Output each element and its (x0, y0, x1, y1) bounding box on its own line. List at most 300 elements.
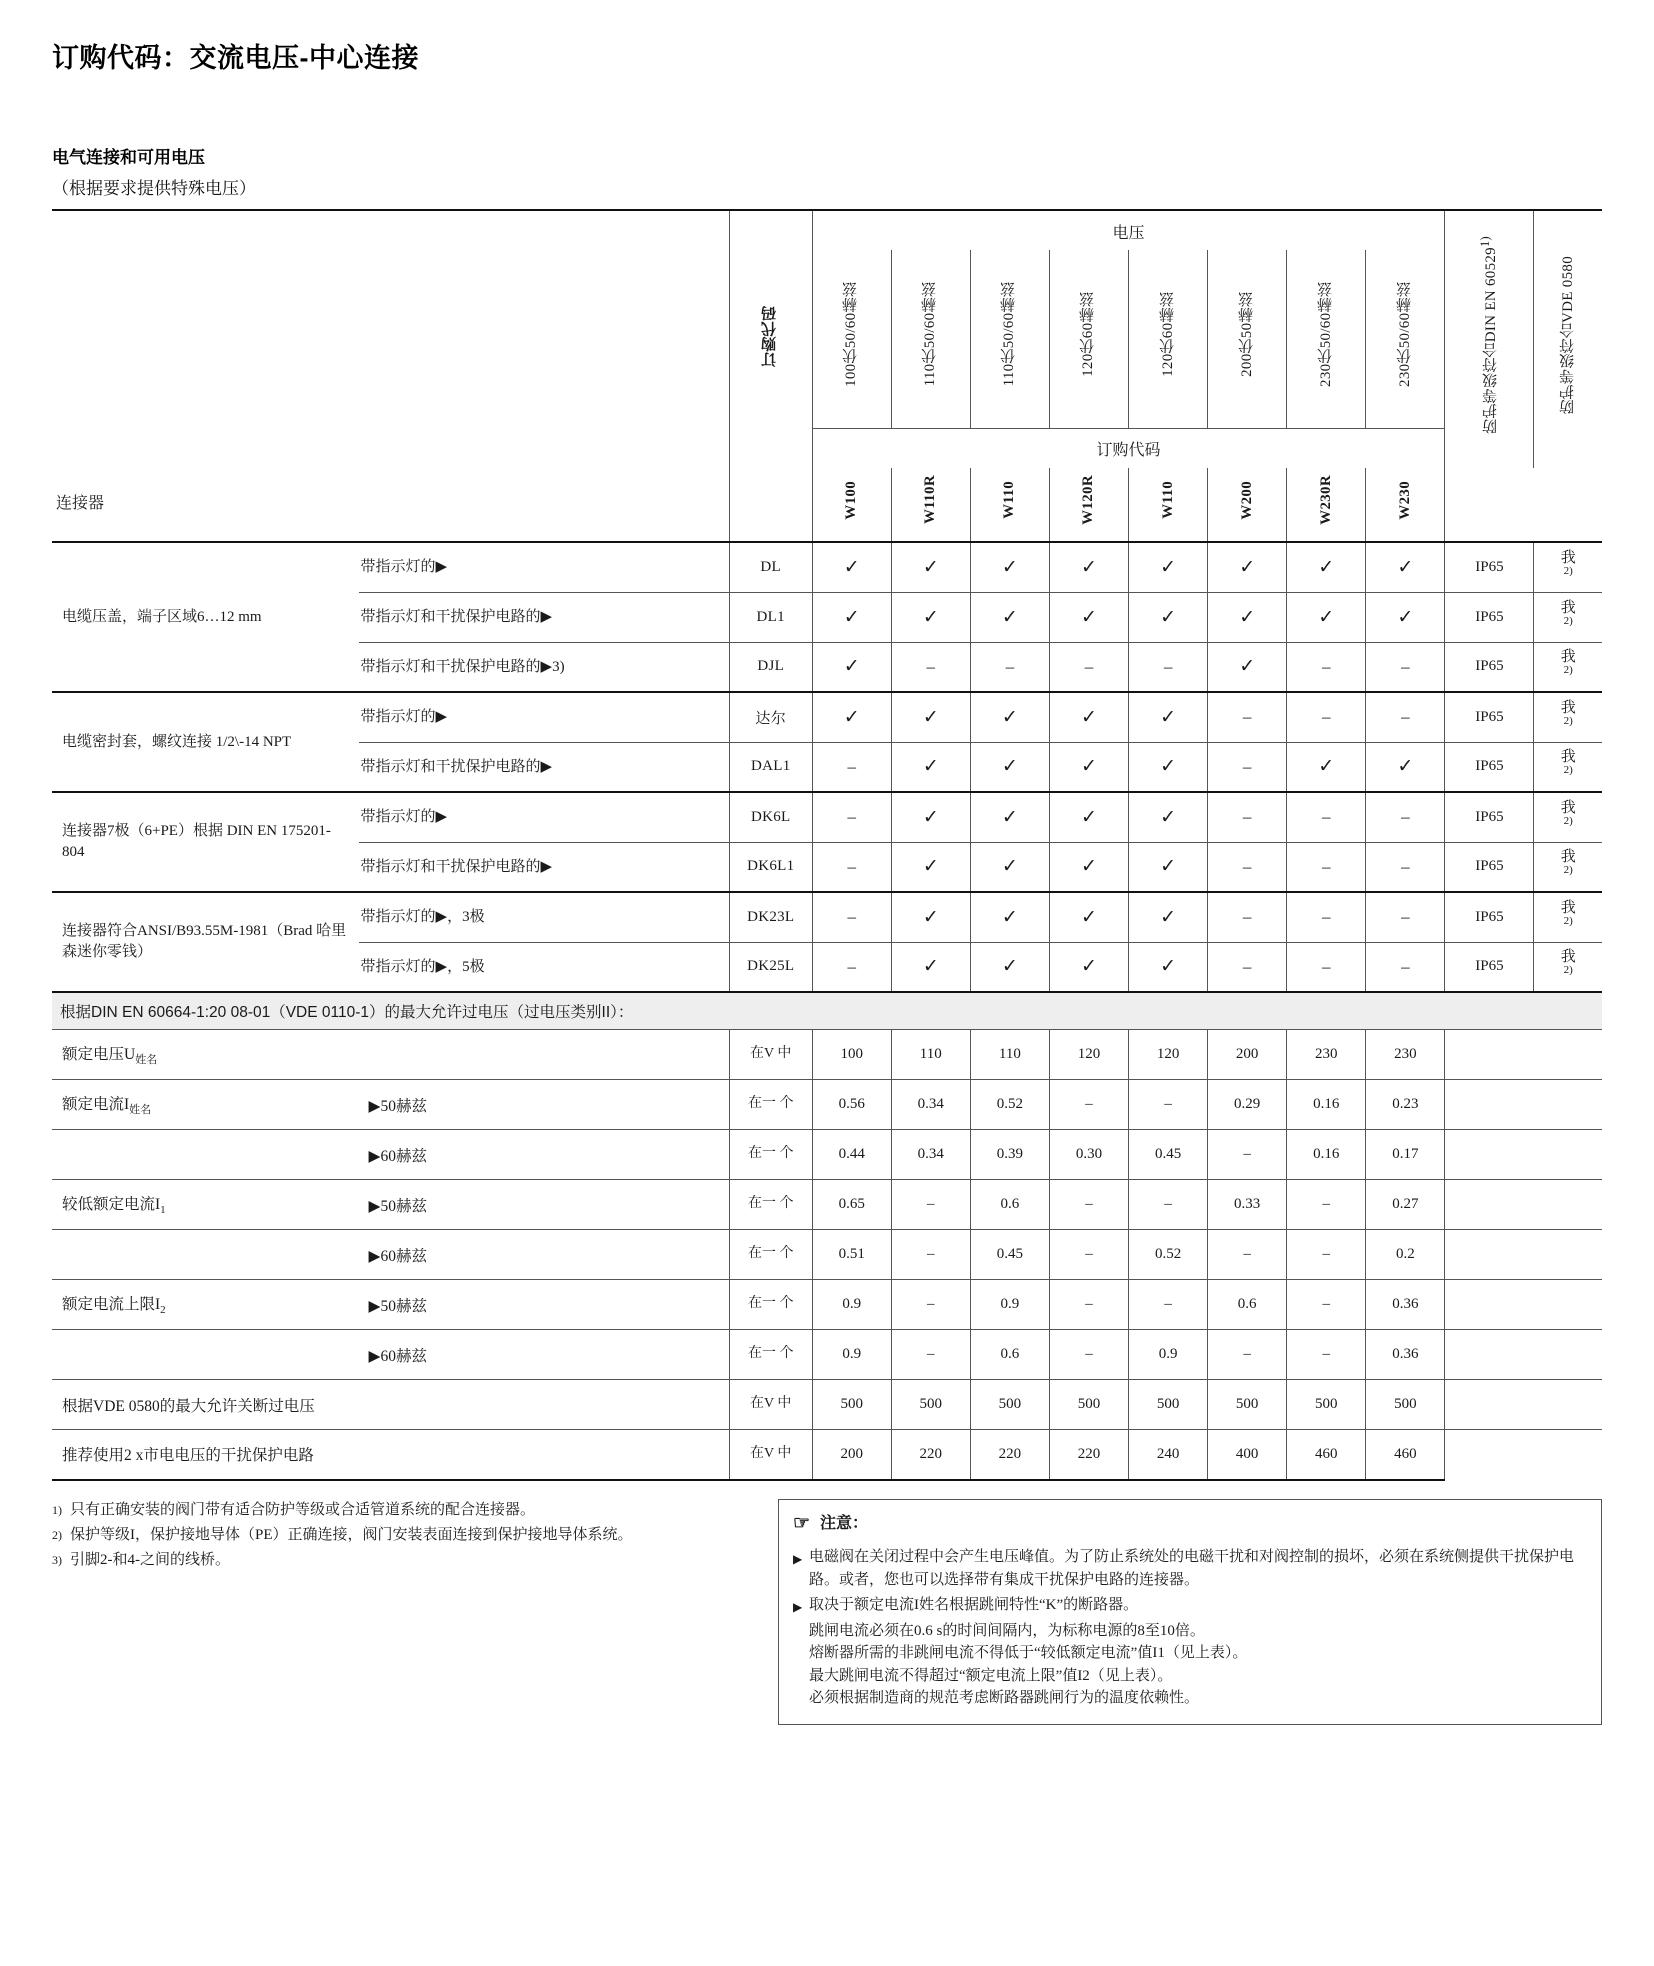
summary-label: 根据VDE 0580的最大允许关断过电压 (52, 1380, 729, 1430)
param-value: – (891, 1180, 970, 1230)
availability-mark: ✓ (1366, 742, 1445, 792)
summary-value: 220 (1049, 1430, 1128, 1480)
availability-mark: – (1287, 942, 1366, 992)
notice-subline: 必须根据制造商的规范考虑断路器跳闸行为的温度依赖性。 (809, 1690, 1200, 1706)
param-value: 0.16 (1287, 1130, 1366, 1180)
availability-mark: ✓ (1049, 742, 1128, 792)
notice-text: 电磁阀在关闭过程中会产生电压峰值。为了防止系统处的电磁干扰和对阀控制的损坏，必须在系统侧提供干扰保护电路。或者，您也可以选择带有集成干扰保护电路的连接器。 (809, 1549, 1575, 1588)
connector-label: 电缆密封套，螺纹连接 1/2\-14 NPT (52, 692, 359, 792)
availability-mark: – (1208, 792, 1287, 842)
param-value: 0.65 (812, 1180, 891, 1230)
availability-mark: ✓ (1287, 742, 1366, 792)
param-value: 0.2 (1366, 1230, 1445, 1280)
ip-rating: IP65 (1445, 942, 1534, 992)
availability-mark: – (1287, 842, 1366, 892)
notice-subline: 熔断器所需的非跳闸电流不得低于“较低额定电流”值I1（见上表）。 (809, 1645, 1248, 1661)
param-value: 0.34 (891, 1130, 970, 1180)
param-value: – (1208, 1130, 1287, 1180)
availability-mark: ✓ (970, 892, 1049, 942)
availability-mark: ✓ (1129, 742, 1208, 792)
availability-mark: ✓ (812, 692, 891, 742)
header-wcode-5: W200 (1208, 468, 1287, 542)
availability-mark: – (1129, 642, 1208, 692)
param-vde-spacer (1534, 1330, 1602, 1380)
param-unit: 在V 中 (729, 1030, 812, 1080)
vde-rating: 我 $^{2)}$ (1534, 892, 1602, 942)
header-spacer-connector-3 (52, 428, 359, 468)
summary-value: 500 (1287, 1380, 1366, 1430)
order-code: 达尔 (729, 692, 812, 742)
param-value: 100 (812, 1030, 891, 1080)
header-voltage-6: 230伏50/60赫兹 (1287, 250, 1366, 428)
param-value: 0.27 (1366, 1180, 1445, 1230)
param-value: – (1049, 1080, 1128, 1130)
param-value: – (1049, 1330, 1128, 1380)
summary-value: 220 (970, 1430, 1049, 1480)
footnote-item (52, 1499, 752, 1522)
availability-mark: ✓ (1287, 542, 1366, 592)
param-unit: 在一 个 (729, 1130, 812, 1180)
availability-mark: ✓ (970, 542, 1049, 592)
availability-mark: ✓ (970, 842, 1049, 892)
param-value: – (1129, 1280, 1208, 1330)
table-header-ordercode-band-row (52, 428, 1602, 468)
param-value: – (1129, 1180, 1208, 1230)
vde-rating: 我 $^{2)}$ (1534, 742, 1602, 792)
availability-mark: ✓ (1208, 642, 1287, 692)
header-spacer-variant-2 (359, 250, 730, 428)
ip-rating: IP65 (1445, 742, 1534, 792)
variant-label: 带指示灯和干扰保护电路的▶ (359, 842, 730, 892)
param-value: – (1287, 1280, 1366, 1330)
availability-mark: ✓ (1129, 592, 1208, 642)
param-value: 0.9 (812, 1280, 891, 1330)
header-spacer-variant (359, 210, 730, 250)
availability-mark: ✓ (812, 642, 891, 692)
param-value: 230 (1287, 1030, 1366, 1080)
availability-mark: – (1287, 792, 1366, 842)
availability-mark: – (1366, 942, 1445, 992)
param-value: – (1208, 1330, 1287, 1380)
param-value: – (1049, 1180, 1128, 1230)
notice-text: 取决于额定电流I姓名根据跳闸特性“K”的断路器。 (809, 1597, 1139, 1613)
param-variant: ▶60赫兹 (359, 1330, 730, 1380)
summary-value: 460 (1366, 1430, 1445, 1480)
footnote-text: 只有正确安装的阀门带有适合防护等级或合适管道系统的配合连接器。 (70, 1501, 536, 1518)
summary-value: 500 (1208, 1380, 1287, 1430)
header-spacer-variant-3 (359, 428, 730, 468)
summary-value: 500 (1129, 1380, 1208, 1430)
availability-mark: – (1049, 642, 1128, 692)
header-ip-col (1445, 210, 1534, 468)
summary-value: 240 (1129, 1430, 1208, 1480)
ip-rating: IP65 (1445, 592, 1534, 642)
voltage-connector-table (52, 209, 1602, 1481)
availability-mark: ✓ (1049, 892, 1128, 942)
banner-row (52, 992, 1602, 1030)
header-voltage-0: 100伏50/60赫兹 (812, 250, 891, 428)
footnote-marker: 1) (52, 1502, 62, 1517)
param-row (52, 1230, 1602, 1280)
param-vde-spacer (1534, 1030, 1602, 1080)
order-code: DL1 (729, 592, 812, 642)
param-value: 0.23 (1366, 1080, 1445, 1130)
param-value: 120 (1129, 1030, 1208, 1080)
notice-subline: 最大跳闸电流不得超过“额定电流上限”值I2（见上表）。 (809, 1667, 1173, 1684)
summary-label: 推荐使用2 x市电电压的干扰保护电路 (52, 1430, 729, 1480)
param-value: 0.56 (812, 1080, 891, 1130)
param-unit: 在一 个 (729, 1080, 812, 1130)
connector-label: 连接器符合ANSI/B93.55M-1981（Brad 哈里森迷你零钱） (52, 892, 359, 992)
availability-mark: – (1208, 892, 1287, 942)
availability-mark: – (1208, 942, 1287, 992)
param-value: 0.30 (1049, 1130, 1128, 1180)
param-row (52, 1280, 1602, 1330)
availability-mark: – (891, 642, 970, 692)
vde-rating: 我 $^{2)}$ (1534, 592, 1602, 642)
availability-mark: ✓ (1049, 792, 1128, 842)
param-row (52, 1180, 1602, 1230)
header-voltage-1: 110伏50/60赫兹 (891, 250, 970, 428)
summary-value: 460 (1287, 1430, 1366, 1480)
header-vde-label: 防护等级符合VDE 0580 (1559, 255, 1576, 415)
order-code: DK6L1 (729, 842, 812, 892)
header-voltage-group: 电压 (812, 210, 1445, 250)
header-wcode-1: W110R (891, 468, 970, 542)
param-variant (359, 1030, 730, 1080)
summary-unit: 在V 中 (729, 1380, 812, 1430)
param-unit: 在一 个 (729, 1230, 812, 1280)
footnote-marker: 3) (52, 1553, 62, 1567)
order-code: DK23L (729, 892, 812, 942)
availability-mark: – (812, 892, 891, 942)
param-value: – (1287, 1230, 1366, 1280)
param-variant: ▶60赫兹 (359, 1130, 730, 1180)
availability-mark: – (1208, 692, 1287, 742)
availability-mark: ✓ (891, 692, 970, 742)
summary-value: 500 (1366, 1380, 1445, 1430)
availability-mark: ✓ (970, 742, 1049, 792)
table-bottom-spacer (1445, 1480, 1602, 1481)
availability-mark: ✓ (891, 592, 970, 642)
param-value: 0.36 (1366, 1280, 1445, 1330)
summary-vde-spacer (1534, 1430, 1602, 1480)
param-value: 0.9 (1129, 1330, 1208, 1380)
variant-label: 带指示灯的▶，3极 (359, 892, 730, 942)
param-ip-spacer (1445, 1030, 1534, 1080)
availability-mark: ✓ (891, 742, 970, 792)
availability-mark: ✓ (1129, 842, 1208, 892)
availability-mark: – (1366, 692, 1445, 742)
footnote-text: 保护等级I，保护接地导体（PE）正确连接，阀门安装表面连接到保护接地导体系统。 (70, 1526, 633, 1543)
vde-rating: 我 $^{2)}$ (1534, 692, 1602, 742)
notice-items (793, 1546, 1587, 1710)
connector-label: 连接器7极（6+PE）根据 DIN EN 175201-804 (52, 792, 359, 892)
param-label: 额定电流上限$I_2$ (52, 1280, 359, 1330)
availability-mark: ✓ (970, 942, 1049, 992)
section-subtitle: （根据要求提供特殊电压） (52, 179, 256, 198)
param-vde-spacer (1534, 1080, 1602, 1130)
param-value: 0.52 (970, 1080, 1049, 1130)
variant-label: 带指示灯和干扰保护电路的▶ (359, 742, 730, 792)
header-voltage-5: 200伏50赫兹 (1208, 250, 1287, 428)
ip-rating: IP65 (1445, 642, 1534, 692)
param-ip-spacer (1445, 1130, 1534, 1180)
availability-mark: ✓ (812, 592, 891, 642)
header-wcode-2: W110 (970, 468, 1049, 542)
order-code: DJL (729, 642, 812, 692)
availability-mark: – (1366, 642, 1445, 692)
header-wcode-0: W100 (812, 468, 891, 542)
header-voltage-2: 110伏50/60赫兹 (970, 250, 1049, 428)
notice-bullet (793, 1594, 1587, 1617)
summary-ip-spacer (1445, 1430, 1534, 1480)
param-value: 0.17 (1366, 1130, 1445, 1180)
param-variant: ▶50赫兹 (359, 1180, 730, 1230)
param-row (52, 1080, 1602, 1130)
param-value: 200 (1208, 1030, 1287, 1080)
header-voltage-7: 230伏50/60赫兹 (1366, 250, 1445, 428)
param-value: 0.16 (1287, 1080, 1366, 1130)
table-bottom-rule (52, 1480, 1445, 1481)
summary-value: 500 (891, 1380, 970, 1430)
notice-bullet (793, 1546, 1587, 1591)
section-title: 电气连接和可用电压 (52, 148, 205, 167)
availability-mark: ✓ (1129, 792, 1208, 842)
param-value: 0.6 (970, 1180, 1049, 1230)
availability-mark: – (1287, 642, 1366, 692)
availability-mark: – (812, 792, 891, 842)
availability-mark: ✓ (1366, 592, 1445, 642)
order-code: DK6L (729, 792, 812, 842)
ip-rating: IP65 (1445, 842, 1534, 892)
triangle-bullet-icon: ▶ (793, 1552, 803, 1566)
table-header-wcodes-row (52, 468, 1602, 542)
order-code: DAL1 (729, 742, 812, 792)
notice-title: 注意： (820, 1514, 869, 1532)
summary-value: 500 (812, 1380, 891, 1430)
param-value: 0.45 (970, 1230, 1049, 1280)
summary-value: 220 (891, 1430, 970, 1480)
param-value: 0.34 (891, 1080, 970, 1130)
availability-mark: ✓ (1129, 542, 1208, 592)
availability-mark: ✓ (1208, 592, 1287, 642)
header-voltage-4: 120伏60赫兹 (1129, 250, 1208, 428)
availability-mark: ✓ (891, 892, 970, 942)
variant-label: 带指示灯的▶ (359, 542, 730, 592)
header-wcode-4: W110 (1129, 468, 1208, 542)
summary-row (52, 1430, 1602, 1480)
availability-mark: ✓ (891, 542, 970, 592)
param-value: – (1049, 1280, 1128, 1330)
header-ordercode-col (729, 210, 812, 468)
footnote-marker: 2) (52, 1527, 62, 1542)
overvoltage-banner: 根据DIN EN 60664-1:20 08-01（VDE 0110-1）的最大允许过电压（过电压类别II）： (52, 992, 1602, 1030)
availability-mark: – (1366, 842, 1445, 892)
title-prefix: 订购代码： (52, 43, 190, 73)
availability-mark: – (812, 942, 891, 992)
param-value: 0.6 (1208, 1280, 1287, 1330)
variant-label: 带指示灯和干扰保护电路的▶3) (359, 642, 730, 692)
param-vde-spacer (1534, 1130, 1602, 1180)
availability-mark: ✓ (891, 792, 970, 842)
order-code: DK25L (729, 942, 812, 992)
param-label: 额定电流$I_{姓名}$ (52, 1080, 359, 1130)
header-ip-label: 防护等级符合DIN EN 60529$^{1)}$ (1478, 235, 1500, 435)
summary-value: 500 (970, 1380, 1049, 1430)
param-row (52, 1030, 1602, 1080)
header-wcode-6: W230R (1287, 468, 1366, 542)
param-value: 120 (1049, 1030, 1128, 1080)
param-unit: 在一 个 (729, 1330, 812, 1380)
footnote-text: 引脚2-和4-之间的线桥。 (70, 1552, 230, 1568)
availability-mark: ✓ (1049, 842, 1128, 892)
footnotes-block (52, 1499, 752, 1725)
param-ip-spacer (1445, 1180, 1534, 1230)
availability-mark: ✓ (891, 942, 970, 992)
param-value: 110 (891, 1030, 970, 1080)
header-voltage-3: 120伏60赫兹 (1049, 250, 1128, 428)
ip-rating: IP65 (1445, 692, 1534, 742)
summary-vde-spacer (1534, 1380, 1602, 1430)
summary-value: 200 (812, 1430, 891, 1480)
availability-mark: – (1208, 842, 1287, 892)
footnote-item (52, 1549, 752, 1572)
page-title (52, 36, 1602, 75)
variant-label: 带指示灯的▶ (359, 692, 730, 742)
availability-mark: ✓ (1049, 542, 1128, 592)
param-value: 110 (970, 1030, 1049, 1080)
param-value: – (891, 1230, 970, 1280)
header-spacer-code (729, 468, 812, 542)
param-value: – (1049, 1230, 1128, 1280)
header-vde-col (1534, 210, 1602, 468)
notice-subline: 跳闸电流必须在0.6 s的时间间隔内，为标称电源的8至10倍。 (809, 1622, 1205, 1639)
summary-value: 400 (1208, 1430, 1287, 1480)
table-header-voltages-row (52, 250, 1602, 428)
availability-mark: ✓ (1366, 542, 1445, 592)
availability-mark: – (1208, 742, 1287, 792)
table-row (52, 692, 1602, 742)
table-row (52, 542, 1602, 592)
param-ip-spacer (1445, 1280, 1534, 1330)
availability-mark: ✓ (1287, 592, 1366, 642)
variant-label: 带指示灯的▶，5极 (359, 942, 730, 992)
availability-mark: – (1366, 792, 1445, 842)
availability-mark: ✓ (970, 692, 1049, 742)
connector-label: 电缆压盖，端子区域6…12 mm (52, 542, 359, 692)
param-value: – (1129, 1080, 1208, 1130)
param-ip-spacer (1445, 1230, 1534, 1280)
summary-unit: 在V 中 (729, 1430, 812, 1480)
table-header-group-row (52, 210, 1602, 250)
table-row (52, 892, 1602, 942)
vde-rating: 我 $^{2)}$ (1534, 642, 1602, 692)
availability-mark: – (812, 742, 891, 792)
param-value: – (1287, 1330, 1366, 1380)
param-variant: ▶50赫兹 (359, 1080, 730, 1130)
summary-ip-spacer (1445, 1380, 1534, 1430)
variant-label: 带指示灯的▶ (359, 792, 730, 842)
vde-rating: 我 $^{2)}$ (1534, 942, 1602, 992)
availability-mark: ✓ (970, 592, 1049, 642)
header-ordercode-band: 订购代码 (812, 428, 1445, 468)
param-value: 230 (1366, 1030, 1445, 1080)
bottom-section (52, 1499, 1602, 1725)
param-vde-spacer (1534, 1230, 1602, 1280)
header-spacer-connector-2 (52, 250, 359, 428)
param-row (52, 1330, 1602, 1380)
notice-box (778, 1499, 1602, 1725)
table-row (52, 792, 1602, 842)
header-spacer-variant-4 (359, 468, 730, 542)
availability-mark: – (970, 642, 1049, 692)
availability-mark: ✓ (812, 542, 891, 592)
availability-mark: ✓ (1208, 542, 1287, 592)
availability-mark: ✓ (1049, 942, 1128, 992)
ip-rating: IP65 (1445, 542, 1534, 592)
availability-mark: – (812, 842, 891, 892)
availability-mark: ✓ (891, 842, 970, 892)
param-unit: 在一 个 (729, 1280, 812, 1330)
notice-header (793, 1510, 1587, 1539)
param-value: 0.9 (812, 1330, 891, 1380)
param-row (52, 1130, 1602, 1180)
param-variant: ▶50赫兹 (359, 1280, 730, 1330)
table-bottom-rule-row (52, 1480, 1602, 1481)
pointing-hand-icon: ☞ (793, 1512, 811, 1534)
availability-mark: – (1366, 892, 1445, 942)
param-label: 额定电压$U_{姓名}$ (52, 1030, 359, 1080)
triangle-bullet-icon: ▶ (793, 1600, 803, 1614)
param-variant: ▶60赫兹 (359, 1230, 730, 1280)
param-value: 0.33 (1208, 1180, 1287, 1230)
header-spacer-connector (52, 210, 359, 250)
param-value: – (1287, 1180, 1366, 1230)
param-value: 0.29 (1208, 1080, 1287, 1130)
param-label (52, 1130, 359, 1180)
availability-mark: ✓ (1049, 592, 1128, 642)
param-value: 0.6 (970, 1330, 1049, 1380)
param-unit: 在一 个 (729, 1180, 812, 1230)
ip-rating: IP65 (1445, 792, 1534, 842)
availability-mark: – (1287, 692, 1366, 742)
header-ordercode-label: 订购代码 (762, 306, 779, 368)
param-value: 0.36 (1366, 1330, 1445, 1380)
availability-mark: ✓ (1129, 942, 1208, 992)
availability-mark: ✓ (970, 792, 1049, 842)
param-label: 较低额定电流$I_1$ (52, 1180, 359, 1230)
param-label (52, 1330, 359, 1380)
title-main: 交流电压-中心连接 (189, 43, 419, 73)
param-value: 0.44 (812, 1130, 891, 1180)
availability-mark: ✓ (1129, 692, 1208, 742)
footnote-item (52, 1524, 752, 1547)
param-vde-spacer (1534, 1280, 1602, 1330)
param-value: – (891, 1280, 970, 1330)
vde-rating: 我 $^{2)}$ (1534, 542, 1602, 592)
header-wcode-3: W120R (1049, 468, 1128, 542)
param-ip-spacer (1445, 1330, 1534, 1380)
header-wcode-7: W230 (1366, 468, 1445, 542)
availability-mark: – (1287, 892, 1366, 942)
vde-rating: 我 $^{2)}$ (1534, 792, 1602, 842)
availability-mark: ✓ (1049, 692, 1128, 742)
param-label (52, 1230, 359, 1280)
variant-label: 带指示灯和干扰保护电路的▶ (359, 592, 730, 642)
param-value: 0.39 (970, 1130, 1049, 1180)
param-ip-spacer (1445, 1080, 1534, 1130)
